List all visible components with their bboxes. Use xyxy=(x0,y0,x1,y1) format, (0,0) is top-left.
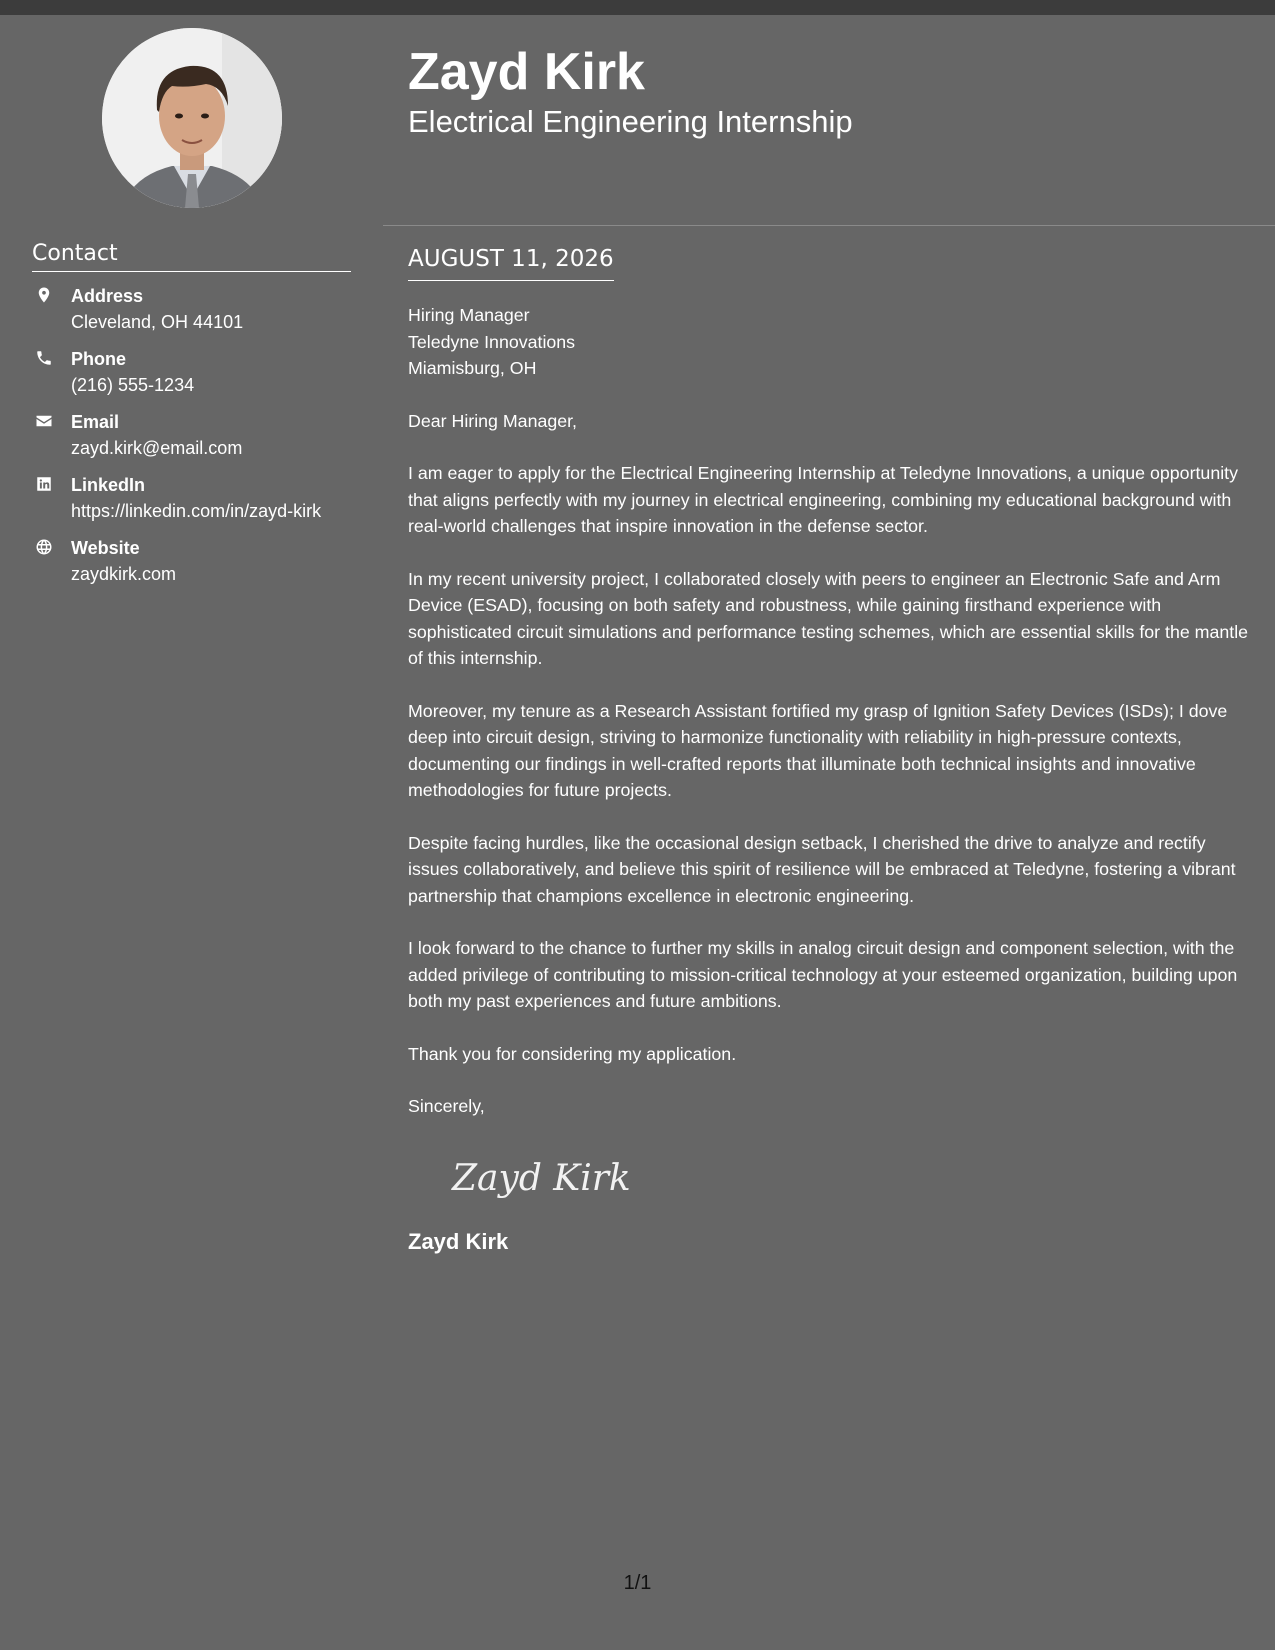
contact-list xyxy=(32,284,362,599)
signature xyxy=(448,1146,688,1206)
profile-photo-image xyxy=(102,28,282,208)
contact-value[interactable]: zaydkirk.com xyxy=(71,564,177,584)
recipient-line: Teledyne Innovations xyxy=(408,331,576,352)
contact-value: (216) 555-1234 xyxy=(71,375,195,395)
letter-date: AUGUST 11, 2026 xyxy=(408,244,614,281)
letter-body xyxy=(408,302,1253,1256)
contact-value[interactable]: https://linkedin.com/in/zayd-kirk xyxy=(71,501,322,521)
contact-label: Email xyxy=(71,412,120,432)
letter-paragraph: In my recent university project, I collaborated closely with peers to engineer an Electronic Safe and Arm Device (ESAD), focusing on both safety and robustness, while gaining firsthand experience with sophisticated circuit simulations and performance testing schemes, which are essential skills for the mantle of this internship. xyxy=(408,568,1249,668)
contact-item-website xyxy=(32,536,362,599)
contact-label: LinkedIn xyxy=(71,475,146,495)
contact-label: Website xyxy=(71,538,140,558)
letter-paragraph: Despite facing hurdles, like the occasional design setback, I cherished the drive to analyze and rectify issues collaboratively, and believe this spirit of resilience will be embraced at Teledyne, fostering a vibrant partnership that champions excellence in electronic engineering. xyxy=(408,832,1236,906)
applicant-name: Zayd Kirk xyxy=(408,43,645,101)
recipient-block xyxy=(408,302,1253,382)
contact-label: Phone xyxy=(71,349,127,369)
contact-item-address xyxy=(32,284,362,347)
job-title: Electrical Engineering Internship xyxy=(408,104,853,139)
map-pin-icon xyxy=(35,286,53,304)
letter-paragraph: I look forward to the chance to further my skills in analog circuit design and component selection, with the added privilege of contributing to mission-critical technology at your esteemed organization, building upon both my past experiences and future ambitions. xyxy=(408,938,1238,1011)
contact-label: Address xyxy=(71,286,144,306)
letter-paragraph: Thank you for considering my application. xyxy=(408,1043,737,1064)
salutation: Dear Hiring Manager, xyxy=(408,410,577,431)
phone-icon xyxy=(35,349,53,367)
contact-item-linkedin xyxy=(32,473,362,536)
signature-image xyxy=(448,1146,688,1206)
globe-icon xyxy=(35,538,53,556)
letter-paragraph: I am eager to apply for the Electrical Engineering Internship at Teledyne Innovations, a unique opportunity that aligns perfectly with my journey in electrical engineering, combining my educational background with real-world challenges that inspire innovation in the defense sector. xyxy=(408,463,1238,536)
page-number: 1/1 xyxy=(623,1572,652,1594)
profile-photo xyxy=(102,28,282,208)
contact-item-email xyxy=(32,410,362,473)
signer-name: Zayd Kirk xyxy=(408,1228,509,1254)
recipient-line: Hiring Manager xyxy=(408,305,530,325)
recipient-line: Miamisburg, OH xyxy=(408,358,537,378)
contact-heading: Contact xyxy=(32,240,351,272)
contact-item-phone xyxy=(32,347,362,410)
envelope-icon xyxy=(35,412,53,430)
closing: Sincerely, xyxy=(408,1096,485,1116)
signature-text: Zayd Kirk xyxy=(452,1157,631,1199)
letter-paragraph: Moreover, my tenure as a Research Assistant fortified my grasp of Ignition Safety Devices (ISDs); I dove deep into circuit design, striving to harmonize functionality with reliability in high-pressure contexts, documenting our findings in well-crafted reports that illuminate both technical insights and innovative methodologies for future projects. xyxy=(408,700,1228,800)
contact-value[interactable]: zayd.kirk@email.com xyxy=(71,438,243,458)
top-bar xyxy=(0,0,1275,15)
linkedin-icon xyxy=(35,475,53,493)
header-divider xyxy=(383,225,1275,226)
contact-value: Cleveland, OH 44101 xyxy=(71,312,244,332)
